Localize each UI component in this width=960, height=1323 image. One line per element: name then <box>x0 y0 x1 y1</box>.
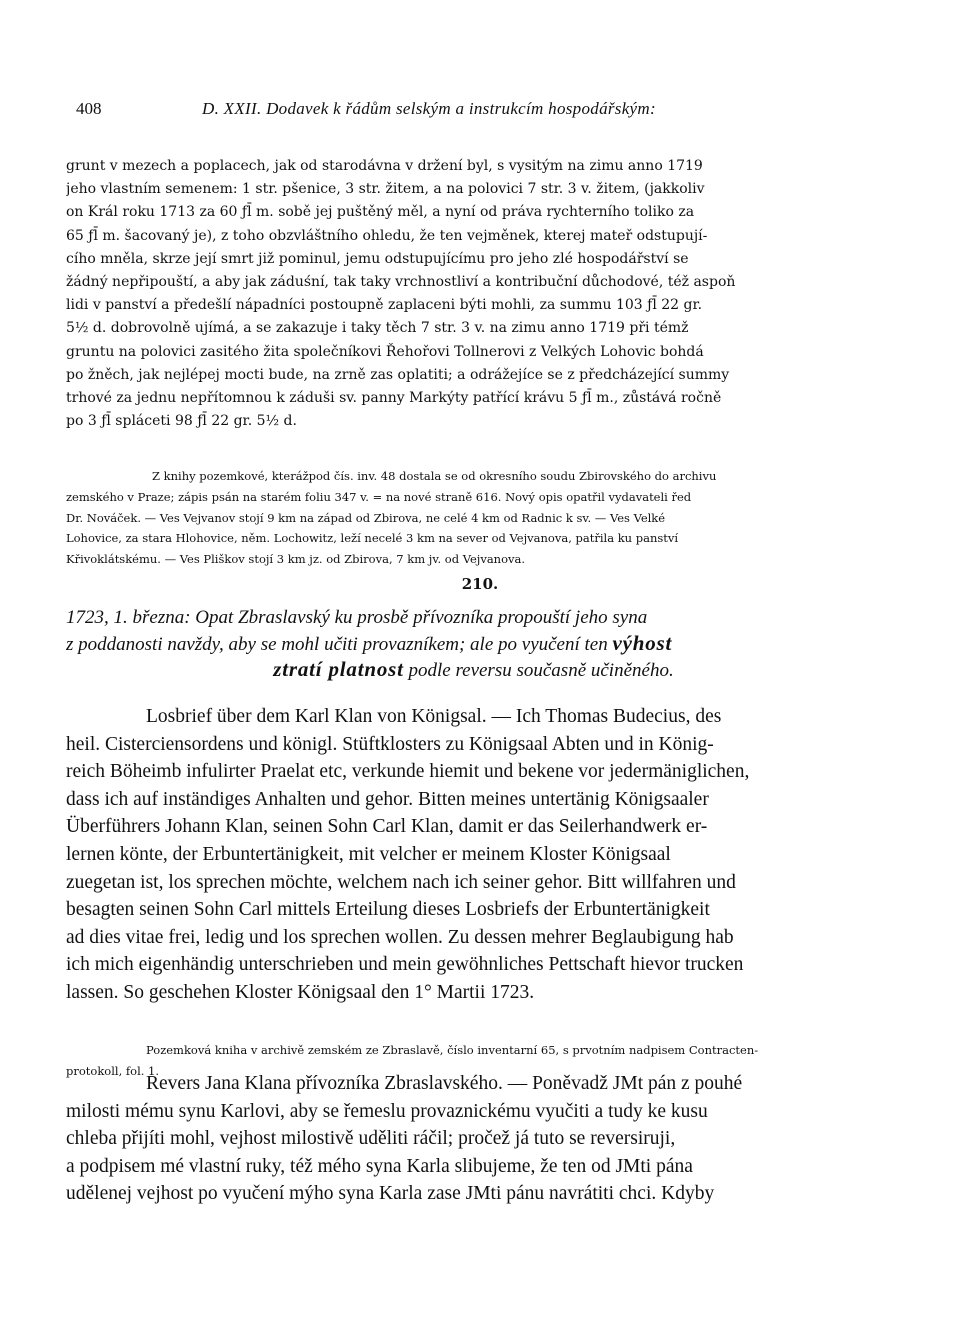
text-line: udělenej vejhost po vyučení mýho syna Karla zase JMti pánu navrátiti chci. Kdyby <box>66 1183 715 1205</box>
text-line: jeho vlastním semenem: 1 str. pšenice, 3 str. žitem, a na polovici 7 str. 3 v. žitem, (jakkoliv <box>66 181 705 198</box>
text-line: Losbrief über dem Karl Klan von Königsal. — Ich Thomas Budecius, des <box>146 706 722 727</box>
text-line: a podpisem mé vlastní ruky, též mého syna Karla slibujeme, že ten od JMti pána <box>66 1155 693 1177</box>
text-line: reich Böheimb infulirter Praelat etc, verkunde hiemit und bekene vor jedermäniglichen, <box>66 761 750 783</box>
text-line: 5½ d. dobrovolně ujímá, a se zakazuje i taky těch 7 str. 3 v. na zimu anno 1719 při témž <box>66 320 689 337</box>
text-line: žádný nepřipouští, a aby jak záduśní, tak taky vrchnostliví a kontribuční důchodové, též aspoň <box>66 274 736 291</box>
text-line: ich mich eigenhändig unterschrieben und mein gewöhnliches Pettschaft hievor trucken <box>66 954 744 976</box>
text-line: milosti mému synu Karlovi, aby se řemeslu provaznickému vyučiti a tudy ke kusu <box>66 1100 708 1122</box>
text-line: chleba přijíti mohl, vejhost milostivě uděliti ráčil; pročež já tuto se reversiruji, <box>66 1128 676 1150</box>
text-line: trhové za jednu nepřítomnou k záduši sv. panny Markýty patřící krávu 5 ƒl̄ m., zůstává ročně <box>66 390 722 407</box>
czech-paragraph <box>66 155 881 433</box>
text-line: Überführers Johann Klan, seinen Sohn Carl Klan, damit er das Seilerhandwerk er- <box>66 816 708 838</box>
footnote-line: Z knihy pozemkové, kterážpod čís. inv. 48 dostala se od okresního soudu Zbirovského do archivu <box>152 469 717 483</box>
text-line: ad dies vitae frei, ledig und los sprechen wollen. Zu dessen mehrer Beglaubigung hab <box>66 926 734 948</box>
revers-paragraph <box>66 1070 881 1208</box>
text-line: on Král roku 1713 za 60 ƒl̄ m. sobě jej puštěný měl, a nyní od práva rychterního toliko za <box>66 204 695 221</box>
text-line: gruntu na polovici zasitého žita společníkovi Řehořovi Tollnerovi z Velkých Lohovic bohdá <box>66 343 704 360</box>
text-line: lernen könte, der Erbuntertänigkeit, mit velcher er meinem Kloster Königsaal <box>66 843 671 865</box>
regest-text: podle reversu současně učiněného. <box>403 660 674 682</box>
text-line: Revers Jana Klana přívozníka Zbraslavského. — Poněvadž JMt pán z pouhé <box>146 1073 743 1094</box>
text-line: dass ich auf inständiges Anhalten und gehor. Bitten meines untertänig Königsaaler <box>66 788 709 810</box>
text-line: cího mněla, skrze její smrt již pominul, jemu odstupujícímu pro jeho zlé hospodářství se <box>66 250 689 267</box>
regest-text: z poddanosti navždy, aby se mohl učiti provazníkem; ale po vyučení ten <box>66 633 613 655</box>
regest-bold-word: výhost <box>612 630 673 655</box>
regest-line <box>66 657 881 684</box>
text-line: po žněch, jak nejlépej mocti bude, na zrně zas oplatiti; a odrážejíce se z předcházející summy <box>66 366 730 383</box>
text-line: 65 ƒl̄ m. šacovaný je), z toho obzvláštního ohledu, že ten vejměnek, kterej mateř odstupují- <box>66 227 708 244</box>
running-title: D. XXII. Dodavek k řádům selským a instrukcím hospodářským: <box>202 99 656 118</box>
text-line: lassen. So geschehen Kloster Königsaal den 1° Martii 1723. <box>66 981 535 1003</box>
page-number: 408 <box>76 99 102 118</box>
text-line: lidi v panství a předešlí nápadníci postoupně zaplaceni býti mohli, za summu 103 ƒl̄ 22 gr. <box>66 297 703 314</box>
regest <box>66 606 881 684</box>
page-header <box>66 99 896 123</box>
footnote-line: protokoll, fol. 1. <box>66 1063 160 1078</box>
text-line: zuegetan ist, los sprechen möchte, welchem nach ich seiner gehor. Bitt willfahren und <box>66 871 736 893</box>
text-line: po 3 ƒl̄ spláceti 98 ƒl̄ 22 gr. 5½ d. <box>66 413 297 430</box>
footnote-line: Dr. Nováček. — Ves Vejvanov stojí 9 km na západ od Zbirova, ne celé 4 km od Radnic k sv. — Ves Velké <box>66 510 666 525</box>
german-paragraph <box>66 703 881 1007</box>
text-line: grunt v mezech a poplacech, jak od starodávna v držení byl, s vysitým na zimu anno 1719 <box>66 158 703 174</box>
document-number: 210. <box>461 575 499 593</box>
footnote-line: Křivoklátskému. — Ves Pliškov stojí 3 km jz. od Zbirova, 7 km jv. od Vejvanova. <box>66 552 526 567</box>
footnote-line: Pozemková kniha v archivě zemském ze Zbraslavě, číslo inventarní 65, s prvotním nadpisem Contracten- <box>146 1043 759 1057</box>
footnote-line: zemského v Praze; zápis psán na starém foliu 347 v. = na nové straně 616. Nový opis opatřil vydavateli řed <box>66 489 692 504</box>
regest-line <box>66 631 881 658</box>
text-line: heil. Cisterciensordens und königl. Stüftklosters zu Königsaal Abten und in König- <box>66 733 714 755</box>
regest-bold-phrase: ztratí platnost <box>273 657 404 682</box>
footnote-line: Lohovice, za stara Hlohovice, něm. Lochowitz, leží necelé 3 km na sever od Vejvanova, patřila ku panství <box>66 531 679 546</box>
regest-line: 1723, 1. března: Opat Zbraslavský ku prosbě přívozníka propouští jeho syna <box>66 607 648 628</box>
text-line: besagten seinen Sohn Carl mittels Erteilung dieses Losbriefs der Erbuntertänigkeit <box>66 899 710 921</box>
footnote-1 <box>66 466 881 570</box>
